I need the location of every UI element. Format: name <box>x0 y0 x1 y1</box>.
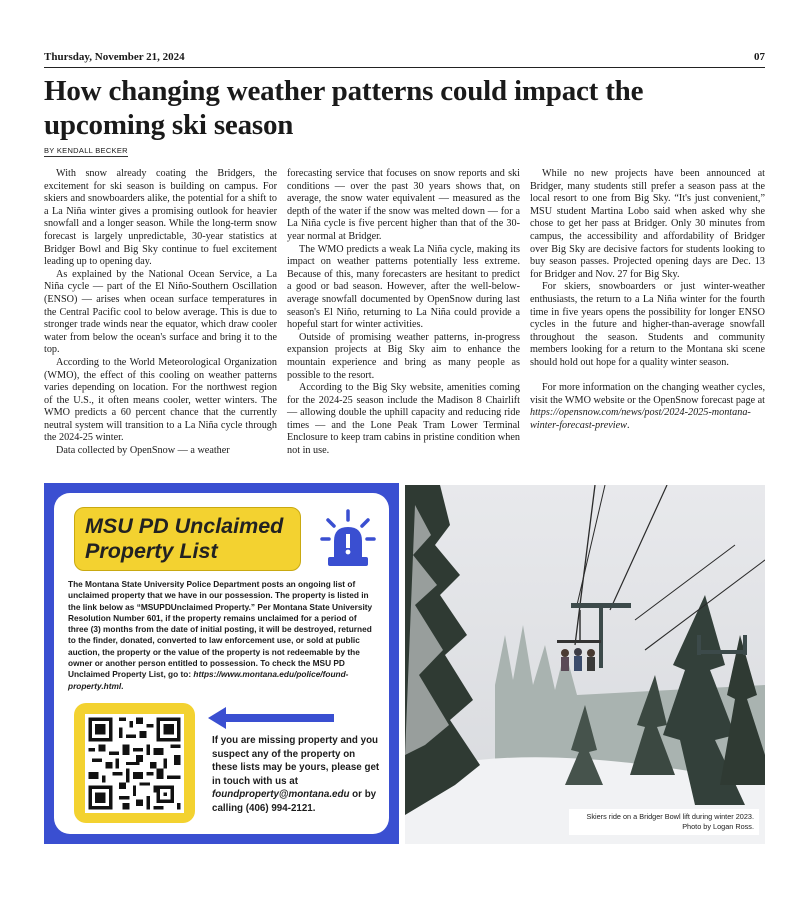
paragraph-text: . <box>626 419 630 431</box>
ad-body-text: . <box>121 680 124 691</box>
paragraph: forecasting service that focuses on snow reports and ski conditions — over the past 30 years shows that, on average, the snow water equivalent — measured as the depth of the water if the snow was melted down — for a La Niña cycle is five percent higher than that of the 30-year normal at Bridger. <box>287 168 520 242</box>
ad-body-text: The Montana State University Police Department posts an ongoing list of unclaimed property that we have in our possession. The property is listed in the link below as “MSUPDUnclaimed Property.” Per Montana State University Resolution Number 601, if the property remains unclaimed for a period of three (3) months from the date of initial posting, it will be destroyed, returned to the finder, donated, converted to law enforcement use, or sold at public auction, the property or the value of the property is not redeemable by the owner or another person entitled to possession. To check the MSU PD Unclaimed Property List, go to: <box>68 579 373 680</box>
article-column-1 <box>44 168 277 458</box>
article-column-3 <box>530 168 765 432</box>
paragraph: According to the World Meteorological Organization (WMO), the effect of this cooling on weather patterns varies depending on location. For the northwest region of the U.S., it often means cooler, wetter winters. The WMO predicts a 60 percent chance that the currently neutral system will transition to a La Niña cycle through the 2024-25 winter. <box>44 356 277 444</box>
page-header <box>44 51 765 68</box>
issue-date: Thursday, November 21, 2024 <box>44 51 185 63</box>
ski-lift-photo <box>405 485 765 844</box>
paragraph: For skiers, snowboarders or just winter-weather enthusiasts, the return to a La Niña winter for the fourth time in five years opens the possibility for longer ENSO cycles in the future and higher-than-average snowfall throughout the season. Students and community members looking for a return to the Montana ski scene should hold out hope for a quality winter season. <box>530 281 765 368</box>
article-column-2 <box>287 168 520 458</box>
ad-body <box>68 579 378 692</box>
ad-panel <box>54 493 389 834</box>
contact-email-link[interactable]: foundproperty@montana.edu <box>212 789 350 800</box>
found-property-link[interactable]: https://www.montana.edu/police/found-property.html <box>68 669 349 691</box>
arrow-left-icon <box>208 707 334 729</box>
photo-caption <box>569 809 759 835</box>
forecast-link[interactable]: https://opensnow.com/news/post/2024-2025-montana-winter-forecast-preview <box>530 407 751 431</box>
photo-caption-text: Skiers ride on a Bridger Bowl lift during winter 2023. <box>586 812 754 821</box>
ad-title: MSU PD Unclaimed Property List <box>85 514 284 563</box>
unclaimed-property-ad <box>44 483 399 844</box>
paragraph: As explained by the National Ocean Service, a La Niña cycle — part of the El Niño-Southern Oscillation (ENSO) — arises when ocean surface temperatures in the Central Pacific cool to below average. This is due to stronger trade winds near the equator, which draw cooler water from below the ocean's surface and bring it to the top. <box>44 268 277 356</box>
paragraph: With snow already coating the Bridgers, the excitement for ski season is building on campus. For skiers and snowboarders alike, the potential for a shift to a La Niña winter gives a promising outlook for heavier snowfall and a longer season. While the long-term snow forecast is largely unpredictable, 30-year statistics at Bridger Bowl and Big Sky continue to fuel excitement leading up to opening day. <box>44 168 277 268</box>
paragraph: While no new projects have been announced at Bridger, many students still prefer a season pass at the local resort to one from Big Sky. “It's just convenient,” MSU student Martina Lobo said when asked why she chose to get her pass at Bridger. Only 30 minutes from campus, the accessibility and affordability of Bridger over Big Sky are decisive factors for students looking to buy season passes. Projected opening days are Dec. 13 for Bridger and Nov. 27 for Big Sky. <box>530 168 765 280</box>
paragraph-text: For more information on the changing weather cycles, visit the WMO website or the OpenSnow forecast page at <box>530 382 765 406</box>
photo-credit: Photo by Logan Ross. <box>682 822 754 831</box>
paragraph: The WMO predicts a weak La Niña cycle, making its impact on weather patterns potentially less extreme. Because of this, many forecasters are hesitant to predict a good or bad season. However, after the well-below-average snowfall documented by OpenSnow during last season's El Niño, returning to La Niña could provide a hopeful start for winter activities. <box>287 243 520 331</box>
paragraph: Data collected by OpenSnow — a weather <box>56 445 230 457</box>
article-byline: BY KENDALL BECKER <box>44 146 128 155</box>
ad-title-box <box>74 507 301 571</box>
ad-contact-text <box>212 734 382 815</box>
ad-contact-phone: or by calling (406) 994-2121. <box>212 789 377 814</box>
article-headline: How changing weather patterns could impact the upcoming ski season <box>44 75 644 141</box>
paragraph <box>530 382 765 432</box>
ad-contact-intro: If you are missing property and you suspect any of the property on these lists may be yours, please get in touch with us at <box>212 735 380 787</box>
qr-code[interactable] <box>85 714 184 813</box>
page-number: 07 <box>754 51 765 63</box>
ski-lift-photo-image <box>405 485 765 844</box>
qr-code-frame <box>74 703 195 823</box>
paragraph: Outside of promising weather patterns, in-progress expansion projects at Big Sky aim to enhance the mountain experience and bring as many people as possible to the resort. <box>287 331 520 381</box>
siren-icon <box>320 509 376 569</box>
paragraph: According to the Big Sky website, amenities coming for the 2024-25 season include the Madison 8 Chairlift — allowing double the uphill capacity and reducing ride times — and the Lone Peak Tram Lower Terminal Enclosure to keep tram cabins in pristine condition when not in use. <box>287 382 520 457</box>
